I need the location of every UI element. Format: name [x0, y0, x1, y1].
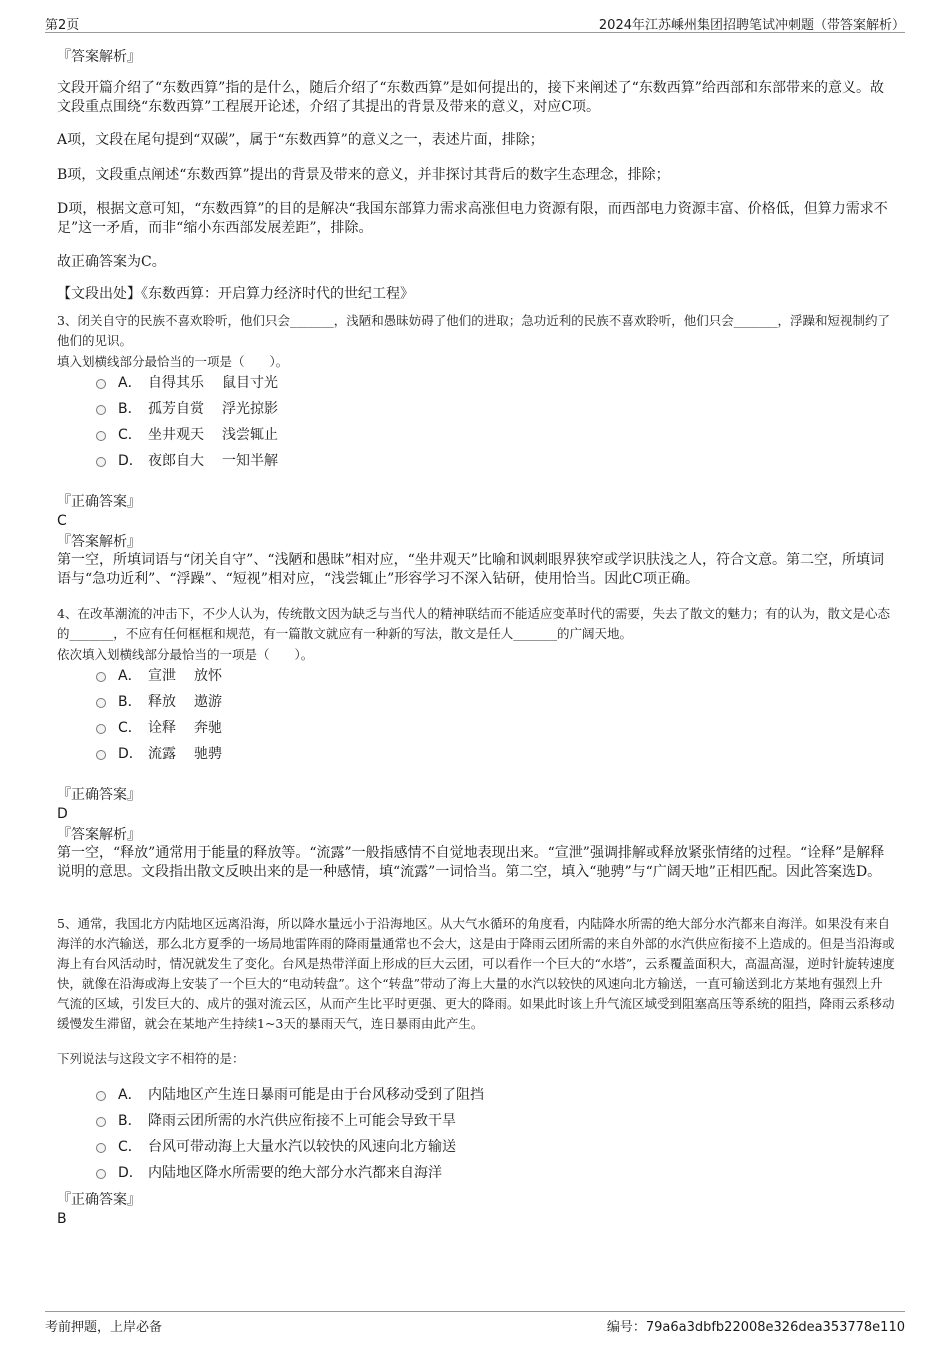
q4-option-b[interactable]: B． 释放 遨游: [96, 689, 222, 715]
q5-option-c[interactable]: C． 台风可带动海上大量水汽以较快的风速向北方输送: [96, 1134, 484, 1160]
q3-option-c[interactable]: C． 坐井观天 浅尝辄止: [96, 422, 278, 448]
page-header: [45, 12, 905, 33]
radio-icon[interactable]: [96, 457, 106, 467]
q2-analysis-heading: 『答案解析』: [57, 49, 141, 65]
q3-stem: 3、闭关自守的民族不喜欢聆听，他们只会_______，浅陋和愚昧妨碍了他们的进取；急功近利的民族不喜欢聆听，他们只会_______，浮躁和短视制约了他们的见识。: [57, 313, 890, 348]
q3-option-d[interactable]: D． 夜郎自大 一知半解: [96, 448, 278, 474]
q2-source: 【文段出处】《东数西算：开启算力经济时代的世纪工程》: [57, 286, 414, 302]
q5-options: [96, 1082, 484, 1186]
q3-option-a[interactable]: A． 自得其乐 鼠目寸光: [96, 370, 278, 396]
radio-icon[interactable]: [96, 1143, 106, 1153]
q4-stem: 4、在改革潮流的冲击下，不少人认为，传统散文因为缺乏与当代人的精神联结而不能适应变革时代的需要，失去了散文的魅力；有的认为，散文是心态的_______，不应有任何框框和规范，有一篇散文就应有一种新的写法，散文是任人_______的广阔天地。: [57, 606, 890, 641]
q5-stem: 5、通常，我国北方内陆地区远离沿海，所以降水量远小于沿海地区。从大气水循环的角度看，内陆降水所需的绝大部分水汽都来自海洋。如果没有来自海洋的水汽输送，那么北方夏季的一场局地雷阵雨的降雨量通常也不会大，这是由于降雨云团所需的来自外部的水汽供应衔接不上造成的。但是当沿海或海上有台风活动时，情况就发生了变化。台风是热带洋面上形成的巨大云团，可以看作一个巨大的“水塔”，云系覆盖面积大，高温高湿，逆时针旋转速度快，就像在沿海或海上安装了一个巨大的“电动转盘”。这个“转盘”带动了海上大量的水汽以较快的风速向北方输送，一直可输送到北方某地有强烈上升气流的区域，引发巨大的、成片的强对流云区，从而产生比平时更强、更大的降雨。如果此时该上升气流区域受到阻塞高压等系统的阻挡，降雨云系移动缓慢发生滞留，就会在某地产生持续1~3天的暴雨天气，连日暴雨由此产生。: [57, 916, 895, 1031]
q5-option-d[interactable]: D． 内陆地区降水所需要的绝大部分水汽都来自海洋: [96, 1160, 484, 1186]
q5-answer: B: [57, 1211, 67, 1227]
q4-options: [96, 663, 222, 767]
q5-answer-heading: 『正确答案』: [57, 1192, 141, 1208]
radio-icon[interactable]: [96, 1169, 106, 1179]
footer-slogan: 考前押题，上岸必备: [45, 1320, 163, 1335]
q5-prompt: 下列说法与这段文字不相符的是：: [57, 1051, 245, 1066]
radio-icon[interactable]: [96, 750, 106, 760]
q3-prompt: 填入划横线部分最恰当的一项是（ ）。: [57, 354, 289, 369]
q3-analysis-heading: 『答案解析』: [57, 534, 141, 550]
radio-icon[interactable]: [96, 724, 106, 734]
q2-analysis-p3: B项，文段重点阐述“东数西算”提出的背景及带来的意义，并非探讨其背后的数字生态理念，排除；: [57, 167, 670, 183]
q3-options: [96, 370, 278, 474]
document-id: 编号：79a6a3dbfb22008e326dea353778e110: [606, 1320, 905, 1335]
q2-analysis-p4: D项，根据文意可知，“东数西算”的目的是解决“我国东部算力需求高涨但电力资源有限，而西部电力资源丰富、价格低，但算力需求不足”这一矛盾，而非“缩小东西部发展差距”，排除。: [57, 201, 888, 236]
radio-icon[interactable]: [96, 379, 106, 389]
radio-icon[interactable]: [96, 1091, 106, 1101]
q4-option-c[interactable]: C． 诠释 奔驰: [96, 715, 222, 741]
q4-analysis: 第一空，“释放”通常用于能量的释放等。“流露”一般指感情不自觉地表现出来。“宣泄”强调排解或释放紧张情绪的过程。“诠释”是解释说明的意思。文段指出散文反映出来的是一种感情，填“流露”一词恰当。第二空，填入“驰骋”与“广阔天地”正相匹配。因此答案选D。: [57, 845, 885, 880]
q4-answer-heading: 『正确答案』: [57, 787, 141, 803]
radio-icon[interactable]: [96, 698, 106, 708]
radio-icon[interactable]: [96, 431, 106, 441]
radio-icon[interactable]: [96, 1117, 106, 1127]
radio-icon[interactable]: [96, 405, 106, 415]
q3-option-b[interactable]: B． 孤芳自赏 浮光掠影: [96, 396, 278, 422]
page-footer: [45, 1311, 905, 1336]
document-title: 2024年江苏嵊州集团招聘笔试冲刺题（带答案解析）: [598, 18, 905, 33]
q4-option-a[interactable]: A． 宣泄 放怀: [96, 663, 222, 689]
radio-icon[interactable]: [96, 672, 106, 682]
q4-analysis-heading: 『答案解析』: [57, 827, 141, 843]
q2-analysis-p5: 故正确答案为C。: [57, 254, 166, 270]
q2-analysis-p2: A项，文段在尾句提到“双碳”，属于“东数西算”的意义之一，表述片面，排除；: [57, 132, 544, 148]
q4-prompt: 依次填入划横线部分最恰当的一项是（ ）。: [57, 647, 314, 662]
q5-option-b[interactable]: B． 降雨云团所需的水汽供应衔接不上可能会导致干旱: [96, 1108, 484, 1134]
q5-option-a[interactable]: A． 内陆地区产生连日暴雨可能是由于台风移动受到了阻挡: [96, 1082, 484, 1108]
page-number: 第2页: [45, 18, 80, 33]
q2-analysis-p1: 文段开篇介绍了“东数西算”指的是什么，随后介绍了“东数西算”是如何提出的，接下来阐述了“东数西算”给西部和东部带来的意义。故文段重点围绕“东数西算”工程展开论述，介绍了其提出的背景及带来的意义，对应C项。: [57, 80, 884, 115]
q3-answer: C: [57, 513, 67, 529]
q3-answer-heading: 『正确答案』: [57, 494, 141, 510]
q3-analysis: 第一空，所填词语与“闭关自守”、“浅陋和愚昧”相对应，“坐井观天”比喻和讽刺眼界狭窄或学识肤浅之人，符合文意。第二空，所填词语与“急功近利”、“浮躁”、“短视”相对应，“浅尝辄止”形容学习不深入钻研，使用恰当。因此C项正确。: [57, 552, 884, 587]
q4-option-d[interactable]: D． 流露 驰骋: [96, 741, 222, 767]
q4-answer: D: [57, 806, 68, 822]
